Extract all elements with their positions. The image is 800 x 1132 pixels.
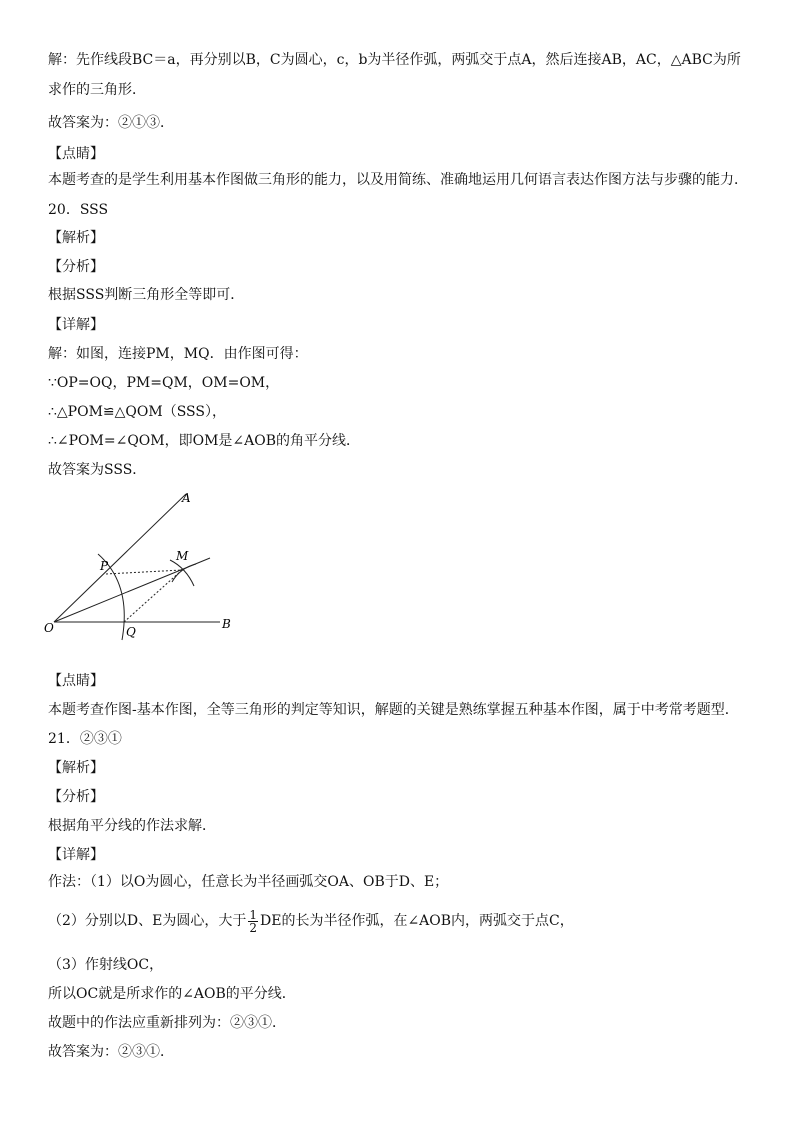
line-25 <box>48 1013 760 1033</box>
line-13 <box>48 431 760 451</box>
line-23 <box>48 955 760 975</box>
text: 本题考查的是学生利用基本作图做三角形的能力，以及用简练、准确地运用几何语言表达作图方法与步骤的能力． <box>48 172 748 188</box>
line-24 <box>48 984 760 1004</box>
line-22 <box>48 872 760 892</box>
line-26 <box>48 1042 760 1062</box>
text: ∴∠POM=∠QOM，即OM是∠AOB的角平分线． <box>48 433 361 449</box>
text: 【点睛】 <box>48 146 104 162</box>
label-m: M <box>176 549 189 563</box>
text: ∵OP=OQ，PM=QM，OM=OM， <box>48 375 280 391</box>
line-9 <box>48 315 760 335</box>
step2-after: DE的长为半径作弧，在∠AOB内，两弧交于点C， <box>260 913 574 929</box>
line-2 <box>48 113 760 133</box>
fraction-denominator: 2 <box>249 920 257 935</box>
label-a: A <box>182 491 191 505</box>
text: 【点睛】 <box>48 673 104 689</box>
line-4 <box>48 170 760 190</box>
text: 【详解】 <box>48 317 104 333</box>
text: 所以OC就是所求作的∠AOB的平分线． <box>48 986 296 1002</box>
line-16 <box>48 700 760 720</box>
line-20 <box>48 816 760 836</box>
text: 【解析】 <box>48 760 104 776</box>
line-3 <box>48 144 760 164</box>
line-18 <box>48 758 760 778</box>
text: 【分析】 <box>48 259 104 275</box>
line-12 <box>48 402 760 422</box>
text: 故题中的作法应重新排列为：②③①． <box>48 1015 286 1031</box>
label-b: B <box>222 617 231 631</box>
line-19 <box>48 787 760 807</box>
fraction-numerator: 1 <box>249 907 257 922</box>
text: 作法：（1）以O为圆心，任意长为半径画弧交OA、OB于D、E； <box>48 874 449 890</box>
label-q: Q <box>126 625 136 639</box>
text: 故答案为：②③①． <box>48 1044 174 1060</box>
line-0 <box>48 50 760 70</box>
line-15 <box>48 671 760 691</box>
text: 求作的三角形． <box>48 82 146 98</box>
line-17 <box>48 729 760 749</box>
line-8 <box>48 285 760 305</box>
text: 【解析】 <box>48 230 104 246</box>
text: 20．SSS <box>48 202 109 218</box>
text: 根据角平分线的作法求解． <box>48 818 216 834</box>
line-21 <box>48 845 760 865</box>
text: 【分析】 <box>48 789 104 805</box>
fraction-half <box>248 909 258 934</box>
ray-oa <box>54 494 186 622</box>
segment-qm <box>124 570 182 622</box>
text: 解：先作线段BC＝a，再分别以B，C为圆心，c，b为半径作弧，两弧交于点A，然后连接AB，AC，△ABC为所 <box>48 52 741 68</box>
text: （3）作射线OC， <box>48 957 164 973</box>
line-1 <box>48 80 760 100</box>
angle-bisector-figure <box>40 488 250 648</box>
label-p: P <box>100 559 109 573</box>
text: 【详解】 <box>48 847 104 863</box>
label-o: O <box>44 621 54 635</box>
text: 故答案为：②①③． <box>48 115 174 131</box>
line-7 <box>48 257 760 277</box>
line-10 <box>48 344 760 364</box>
line-5 <box>48 200 760 220</box>
line-step2 <box>48 906 760 936</box>
segment-pm <box>106 570 182 574</box>
text: 故答案为SSS． <box>48 462 147 478</box>
line-11 <box>48 373 760 393</box>
text: 21．②③① <box>48 731 122 747</box>
line-14 <box>48 460 760 480</box>
text: 根据SSS判断三角形全等即可． <box>48 287 245 303</box>
arc-m-2 <box>172 564 196 582</box>
text: 解：如图，连接PM，MQ．由作图可得： <box>48 346 308 362</box>
line-6 <box>48 228 760 248</box>
text: 本题考查作图-基本作图，全等三角形的判定等知识，解题的关键是熟练掌握五种基本作图，属于中考常考题型． <box>48 702 739 718</box>
text: ∴△POM≌△QOM（SSS）， <box>48 404 226 420</box>
step2-before: （2）分别以D、E为圆心，大于 <box>48 913 247 929</box>
